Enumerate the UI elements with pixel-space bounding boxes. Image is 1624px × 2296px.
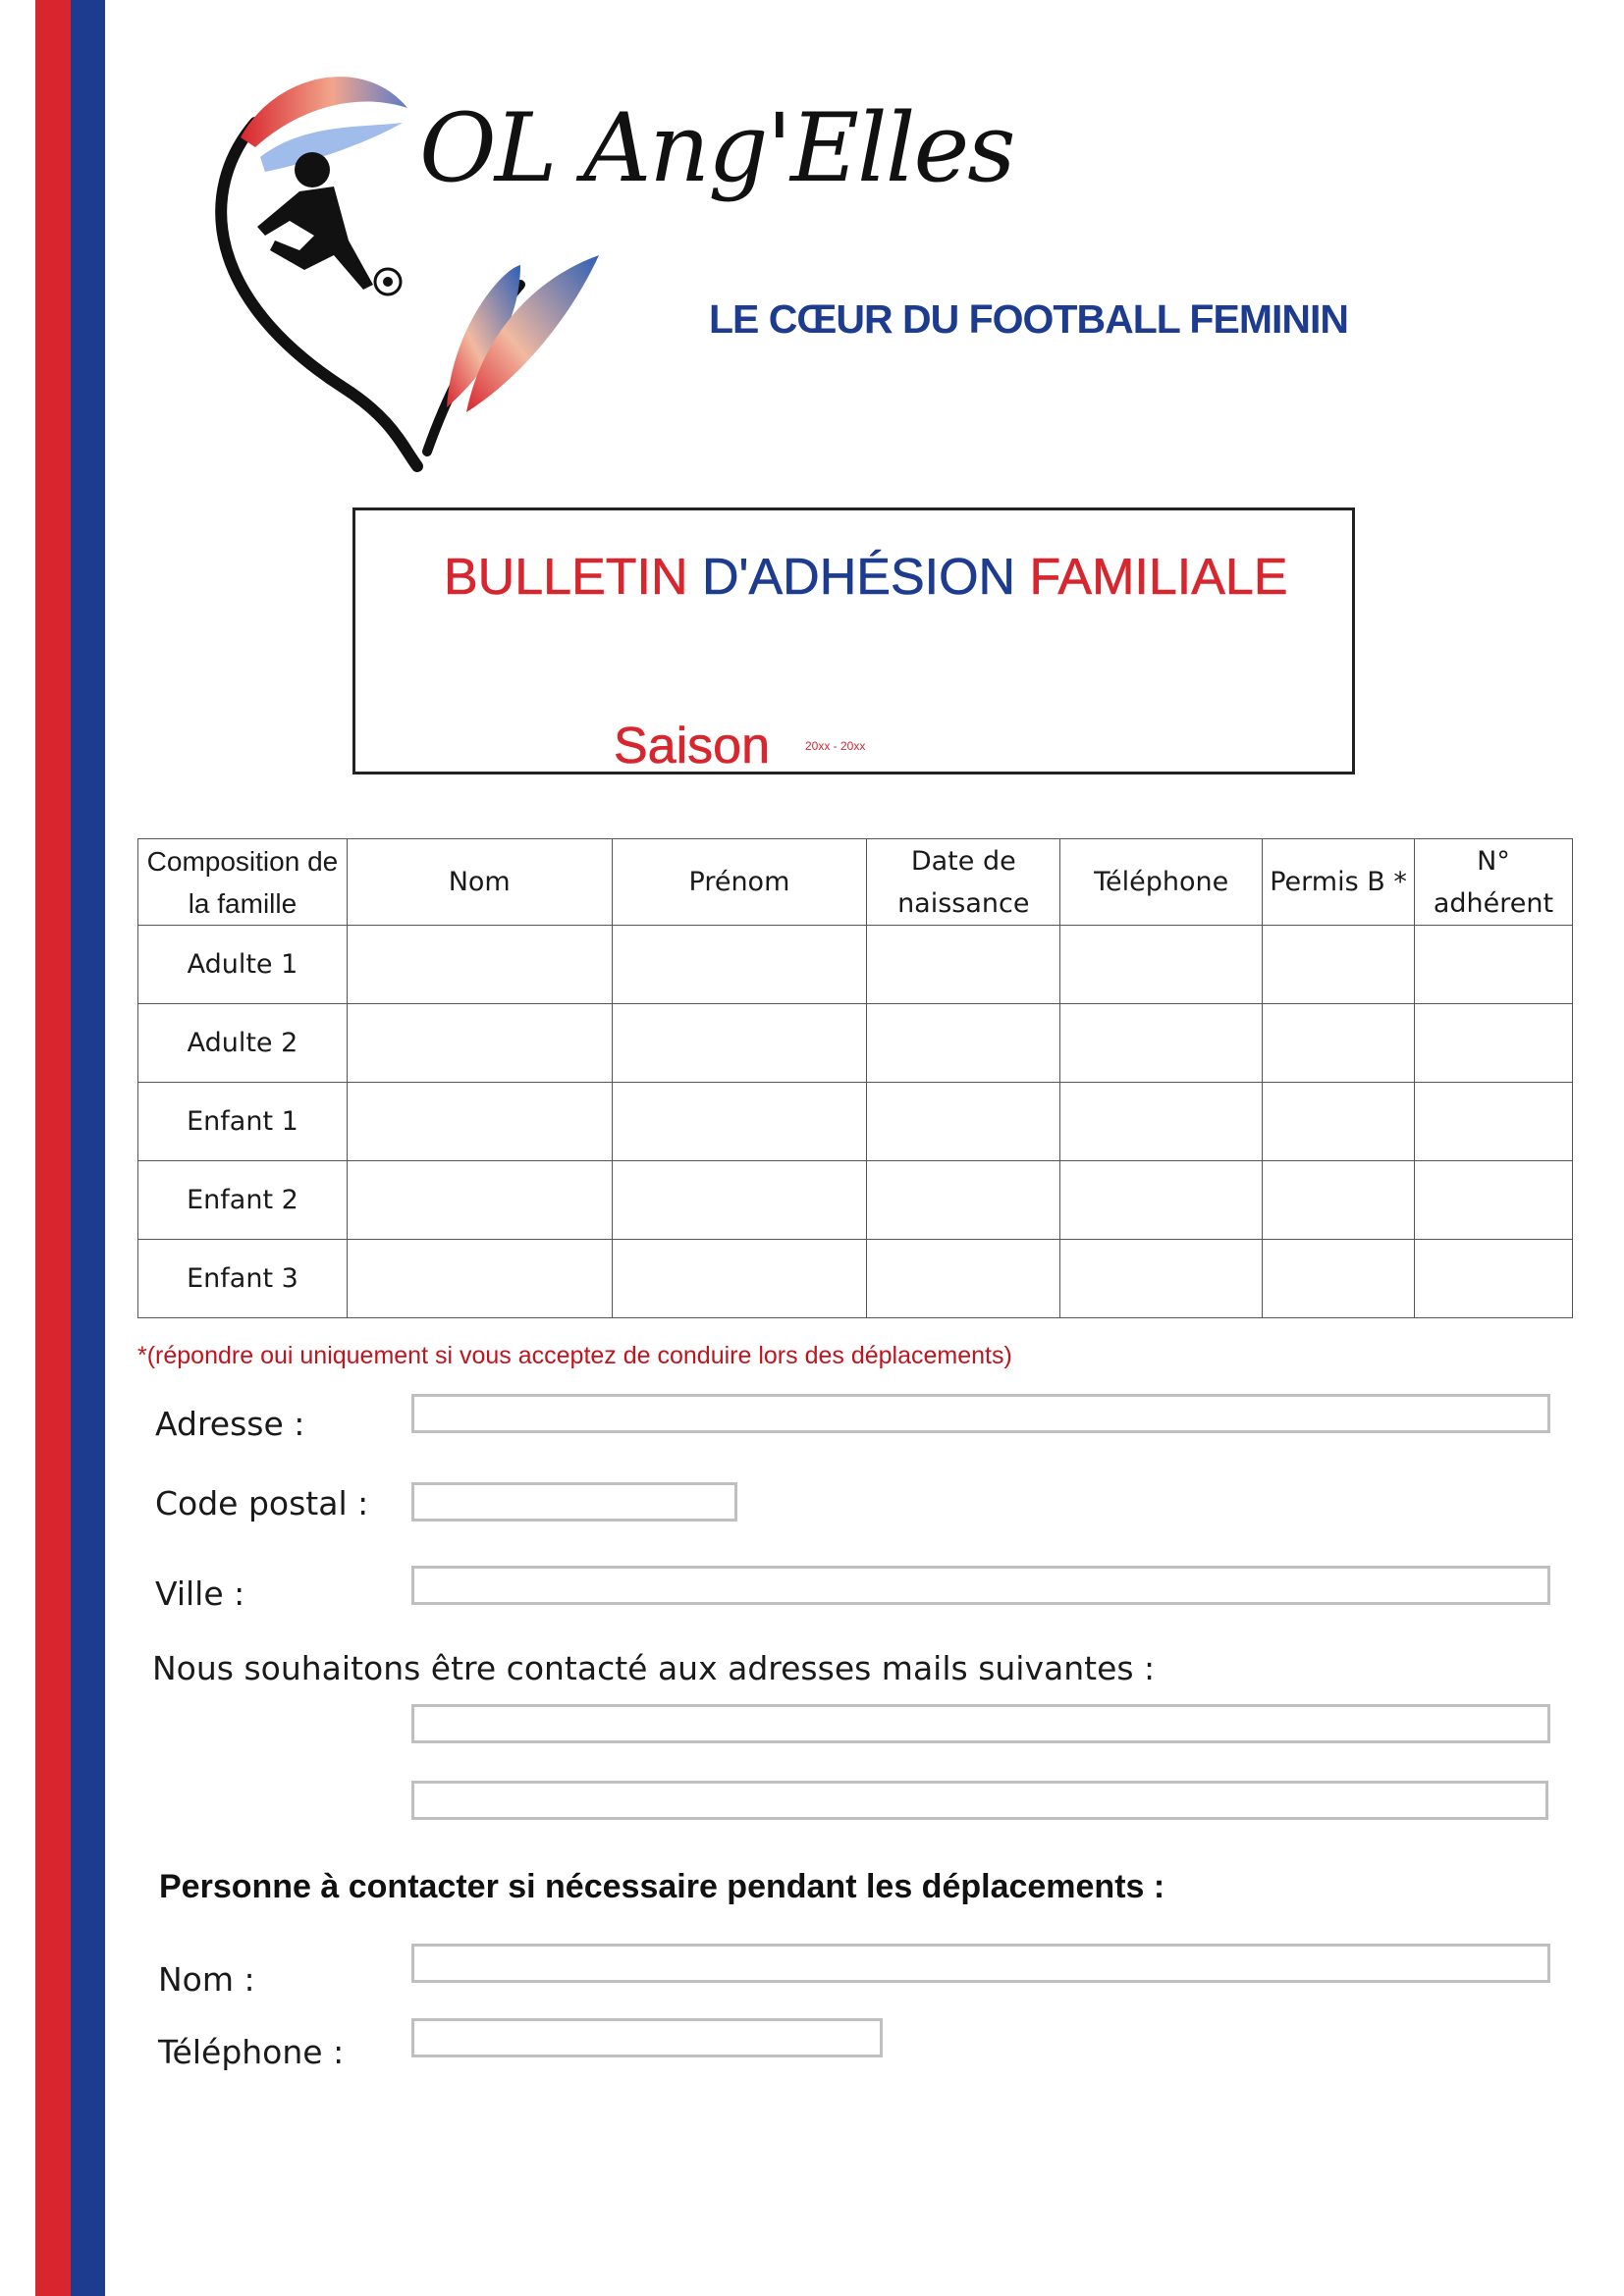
row-label: Enfant 3 (138, 1240, 348, 1318)
header-composition: Composition de la famille (138, 839, 348, 926)
cell-permis-b[interactable] (1263, 1004, 1415, 1083)
email-field-2[interactable] (411, 1781, 1548, 1820)
club-slogan: LE CŒUR DU FOOTBALL FEMININ (709, 296, 1348, 342)
table-row (138, 1004, 1573, 1083)
cell-numero-adherent[interactable] (1415, 1083, 1573, 1161)
row-label: Adulte 1 (138, 926, 348, 1004)
row-label: Adulte 2 (138, 1004, 348, 1083)
cell-permis-b[interactable] (1263, 926, 1415, 1004)
code-postal-field[interactable] (411, 1482, 737, 1522)
header-permis-b: Permis B * (1263, 839, 1415, 926)
header-date-naissance: Date de naissance (867, 839, 1060, 926)
title-part-bulletin: BULLETIN (444, 549, 688, 606)
family-table (137, 838, 1573, 1318)
adresse-label: Adresse : (155, 1405, 305, 1443)
header-nom: Nom (347, 839, 612, 926)
cell-nom[interactable] (347, 1004, 612, 1083)
cell-telephone[interactable] (1060, 1083, 1263, 1161)
saison-label: Saison (614, 718, 770, 774)
permis-note: *(répondre oui uniquement si vous acceptez de conduire lors des déplacements) (137, 1342, 1012, 1369)
cell-date-naissance[interactable] (867, 1083, 1060, 1161)
title-part-familiale: FAMILIALE (1029, 549, 1288, 606)
cell-prenom[interactable] (612, 1240, 867, 1318)
email-field-1[interactable] (411, 1704, 1550, 1743)
blue-side-stripe (71, 0, 105, 2296)
cell-telephone[interactable] (1060, 1161, 1263, 1240)
cell-nom[interactable] (347, 926, 612, 1004)
ville-field[interactable] (411, 1566, 1550, 1605)
cell-prenom[interactable] (612, 1004, 867, 1083)
cell-date-naissance[interactable] (867, 1161, 1060, 1240)
cell-telephone[interactable] (1060, 1240, 1263, 1318)
header-numero-adherent: N° adhérent (1415, 839, 1573, 926)
cell-prenom[interactable] (612, 1161, 867, 1240)
cell-telephone[interactable] (1060, 1004, 1263, 1083)
cell-date-naissance[interactable] (867, 1240, 1060, 1318)
saison-years: 20xx - 20xx (805, 739, 866, 753)
adresse-field[interactable] (411, 1394, 1550, 1433)
cell-telephone[interactable] (1060, 926, 1263, 1004)
contact-section-title: Personne à contacter si nécessaire pendant les déplacements : (159, 1868, 1165, 1905)
table-row (138, 1240, 1573, 1318)
page-title (444, 548, 1288, 607)
cell-permis-b[interactable] (1263, 1083, 1415, 1161)
ville-label: Ville : (155, 1575, 245, 1613)
cell-numero-adherent[interactable] (1415, 1161, 1573, 1240)
cell-numero-adherent[interactable] (1415, 1004, 1573, 1083)
table-row (138, 1083, 1573, 1161)
mails-label: Nous souhaitons être contacté aux adresses mails suivantes : (152, 1649, 1156, 1687)
header-telephone: Téléphone (1060, 839, 1263, 926)
contact-nom-label: Nom : (158, 1960, 255, 1999)
cell-date-naissance[interactable] (867, 926, 1060, 1004)
cell-permis-b[interactable] (1263, 1161, 1415, 1240)
table-header-row (138, 839, 1573, 926)
contact-telephone-field[interactable] (411, 2018, 883, 2057)
cell-nom[interactable] (347, 1240, 612, 1318)
row-label: Enfant 2 (138, 1161, 348, 1240)
title-part-adhesion: D'ADHÉSION (701, 549, 1016, 606)
code-postal-label: Code postal : (155, 1484, 369, 1522)
table-row (138, 926, 1573, 1004)
cell-nom[interactable] (347, 1161, 612, 1240)
club-name-script: OL Ang'Elles (419, 93, 1014, 203)
red-side-stripe (35, 0, 71, 2296)
table-row (138, 1161, 1573, 1240)
contact-nom-field[interactable] (411, 1944, 1550, 1983)
cell-prenom[interactable] (612, 1083, 867, 1161)
row-label: Enfant 1 (138, 1083, 348, 1161)
header-prenom: Prénom (612, 839, 867, 926)
cell-numero-adherent[interactable] (1415, 1240, 1573, 1318)
title-box (352, 507, 1355, 774)
cell-numero-adherent[interactable] (1415, 926, 1573, 1004)
contact-telephone-label: Téléphone : (158, 2033, 345, 2071)
cell-permis-b[interactable] (1263, 1240, 1415, 1318)
cell-nom[interactable] (347, 1083, 612, 1161)
cell-prenom[interactable] (612, 926, 867, 1004)
cell-date-naissance[interactable] (867, 1004, 1060, 1083)
